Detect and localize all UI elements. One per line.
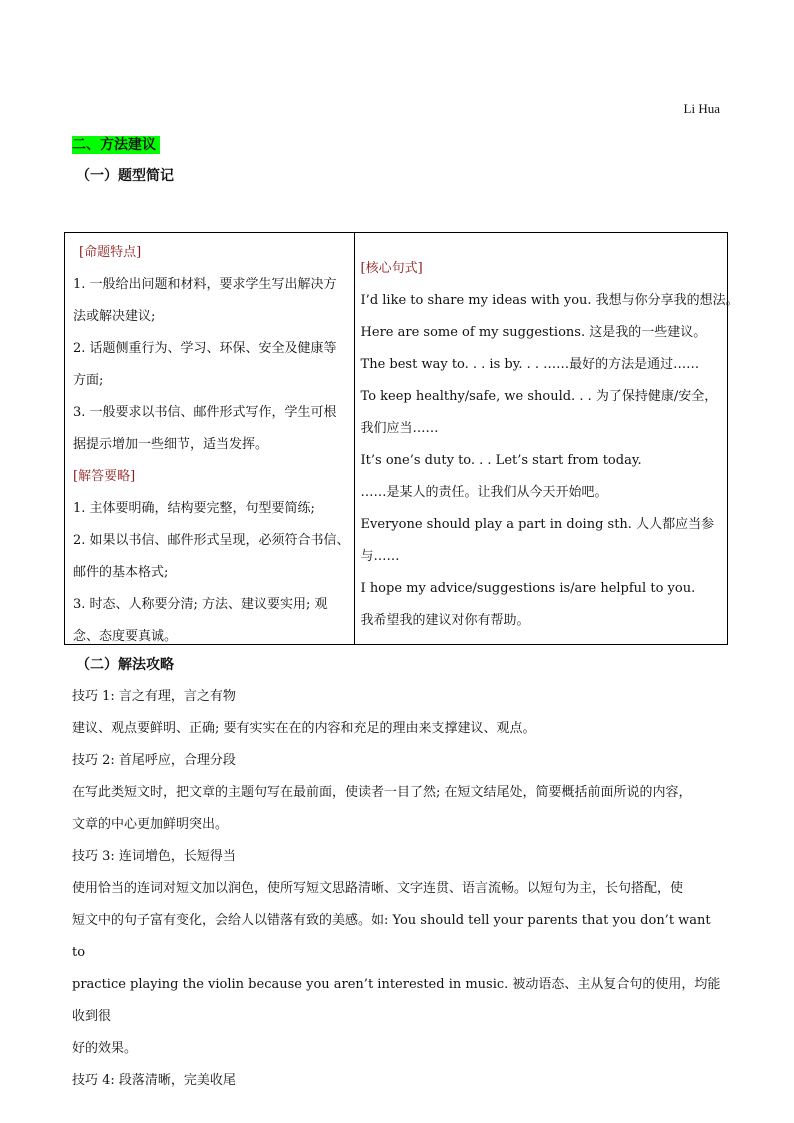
- right-line: 与……: [360, 549, 400, 564]
- left-line: 1. 主体要明确，结构要完整，句型要简练;: [73, 501, 315, 516]
- tip-heading: 技巧 3: 连词增色，长短得当: [72, 849, 236, 864]
- section-title: [72, 134, 160, 154]
- right-line: Everyone should play a part in doing sth. 人人都应当参: [360, 517, 715, 532]
- paragraph-line: 建议、观点要鲜明、正确; 要有实实在在的内容和充足的理由来支撑建议、观点。: [72, 721, 536, 736]
- left-line: 方面;: [73, 373, 104, 388]
- paragraph-line: 在写此类短文时，把文章的主题句写在最前面，使读者一目了然; 在短文结尾处，简要概括前面所说的内容，: [72, 785, 692, 800]
- subheading-question-type: （一）题型简记: [76, 168, 174, 184]
- signature: Li Hua: [683, 101, 720, 116]
- tip-heading: 技巧 2: 首尾呼应，合理分段: [72, 753, 236, 768]
- body-text: [72, 681, 724, 1097]
- right-line: It’s one’s duty to. . . Let’s start from today.: [360, 453, 642, 468]
- right-line: I hope my advice/suggestions is/are helpful to you.: [360, 581, 696, 596]
- section-title-highlight: 二、方法建议: [72, 136, 160, 154]
- right-line: ……是某人的责任。让我们从今天开始吧。: [360, 485, 608, 500]
- right-line: 我们应当……: [360, 421, 439, 436]
- paragraph-line: practice playing the violin because you aren’t interested in music. 被动语态、主从复合句的使用，均能收到很: [72, 977, 721, 1024]
- right-line: 我希望我的建议对你有帮助。: [360, 613, 530, 628]
- subheading-solution-strategy: （二）解法攻略: [76, 657, 174, 673]
- right-line: I’d like to share my ideas with you. 我想与你分享我的想法。: [360, 293, 739, 308]
- paragraph-line: 使用恰当的连词对短文加以润色，使所写短文思路清晰、文字连贯、语言流畅。以短句为主，长句搭配，使: [72, 881, 684, 896]
- paragraph-line: 短文中的句子富有变化，会给人以错落有致的美感。如: You should tell your parents that you don’t want to: [72, 913, 711, 960]
- left-line: 2. 如果以书信、邮件形式呈现，必须符合书信、: [73, 533, 350, 548]
- left-line: 2. 话题侧重行为、学习、环保、安全及健康等: [73, 341, 337, 356]
- left-line: 3. 时态、人称要分清; 方法、建议要实用; 观: [73, 597, 328, 612]
- summary-table: [64, 232, 739, 645]
- paragraph-line: 文章的中心更加鲜明突出。: [72, 817, 229, 832]
- tag-strategy: [解答要略]: [73, 469, 136, 484]
- left-line: 法或解决建议;: [73, 309, 156, 324]
- left-line: 1. 一般给出问题和材料，要求学生写出解决方: [73, 277, 337, 292]
- right-line: To keep healthy/safe, we should. . . 为了保持健康/安全，: [360, 389, 718, 404]
- left-line: 念、态度要真诚。: [73, 629, 178, 644]
- left-line: 邮件的基本格式;: [73, 565, 169, 580]
- tag-core-sentences: [核心句式]: [360, 261, 423, 276]
- table-right-cell: [355, 233, 743, 644]
- right-line: Here are some of my suggestions. 这是我的一些建议。: [360, 325, 707, 340]
- tip-heading: 技巧 4: 段落清晰，完美收尾: [72, 1073, 236, 1088]
- left-line: 3. 一般要求以书信、邮件形式写作，学生可根: [73, 405, 337, 420]
- tag-feature: [命题特点]: [79, 245, 142, 260]
- table-left-cell: [65, 233, 355, 644]
- right-line: The best way to. . . is by. . . ……最好的方法是通过……: [360, 357, 700, 372]
- tip-heading: 技巧 1: 言之有理，言之有物: [72, 689, 236, 704]
- left-line: 据提示增加一些细节，适当发挥。: [73, 437, 269, 452]
- paragraph-line: 好的效果。: [72, 1041, 138, 1056]
